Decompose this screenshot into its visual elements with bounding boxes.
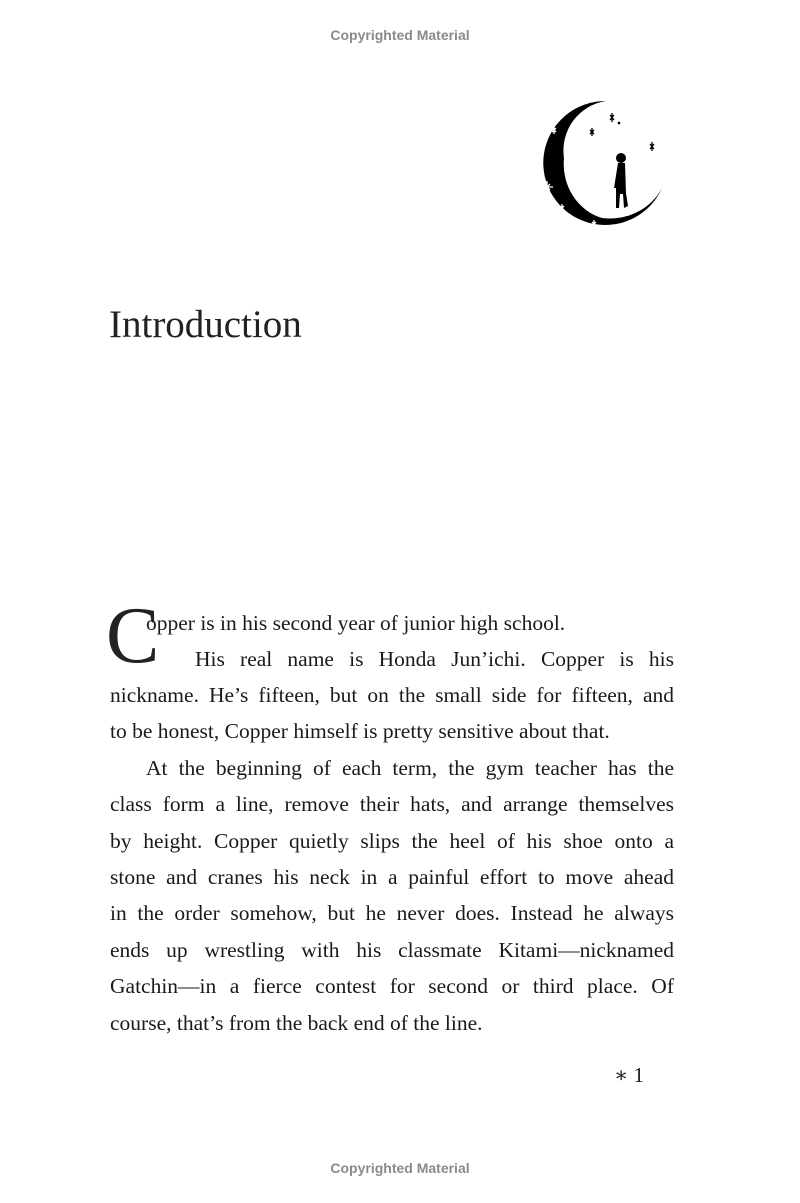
text-line: His real name is Honda Jun’ichi. Copper is his [195,647,674,671]
text-line: course, that’s from the back end of the line. [110,1011,483,1035]
text-line: class form a line, remove their hats, and arrange themselves [110,792,674,816]
copyright-watermark-bottom: Copyrighted Material [330,1160,470,1176]
chapter-title: Introduction [109,303,302,346]
text-line: At the beginning of each term, the gym teacher has the [146,756,674,780]
text-line: nickname. He’s fifteen, but on the small side for fifteen, and [110,683,674,707]
text-line: stone and cranes his neck in a painful effort to move ahead [110,865,674,889]
text-line: ends up wrestling with his classmate Kitami—nicknamed [110,938,674,962]
page-number: ∗ 1 [614,1063,645,1087]
text-line: Gatchin—in a fierce contest for second or third place. Of [110,974,674,998]
copyright-watermark-top: Copyrighted Material [330,27,470,43]
text-line: opper is in his second year of junior high school. [146,611,566,635]
text-line: by height. Copper quietly slips the heel of his shoe onto a [110,829,674,853]
star-icons [590,113,654,151]
drop-cap: C [106,592,160,680]
text-line: in the order somehow, but he never does. Instead he always [110,901,674,925]
boy-silhouette-icon [614,153,628,208]
crescent-moon-illustration [534,98,666,228]
text-line: to be honest, Copper himself is pretty sensitive about that. [110,719,610,743]
